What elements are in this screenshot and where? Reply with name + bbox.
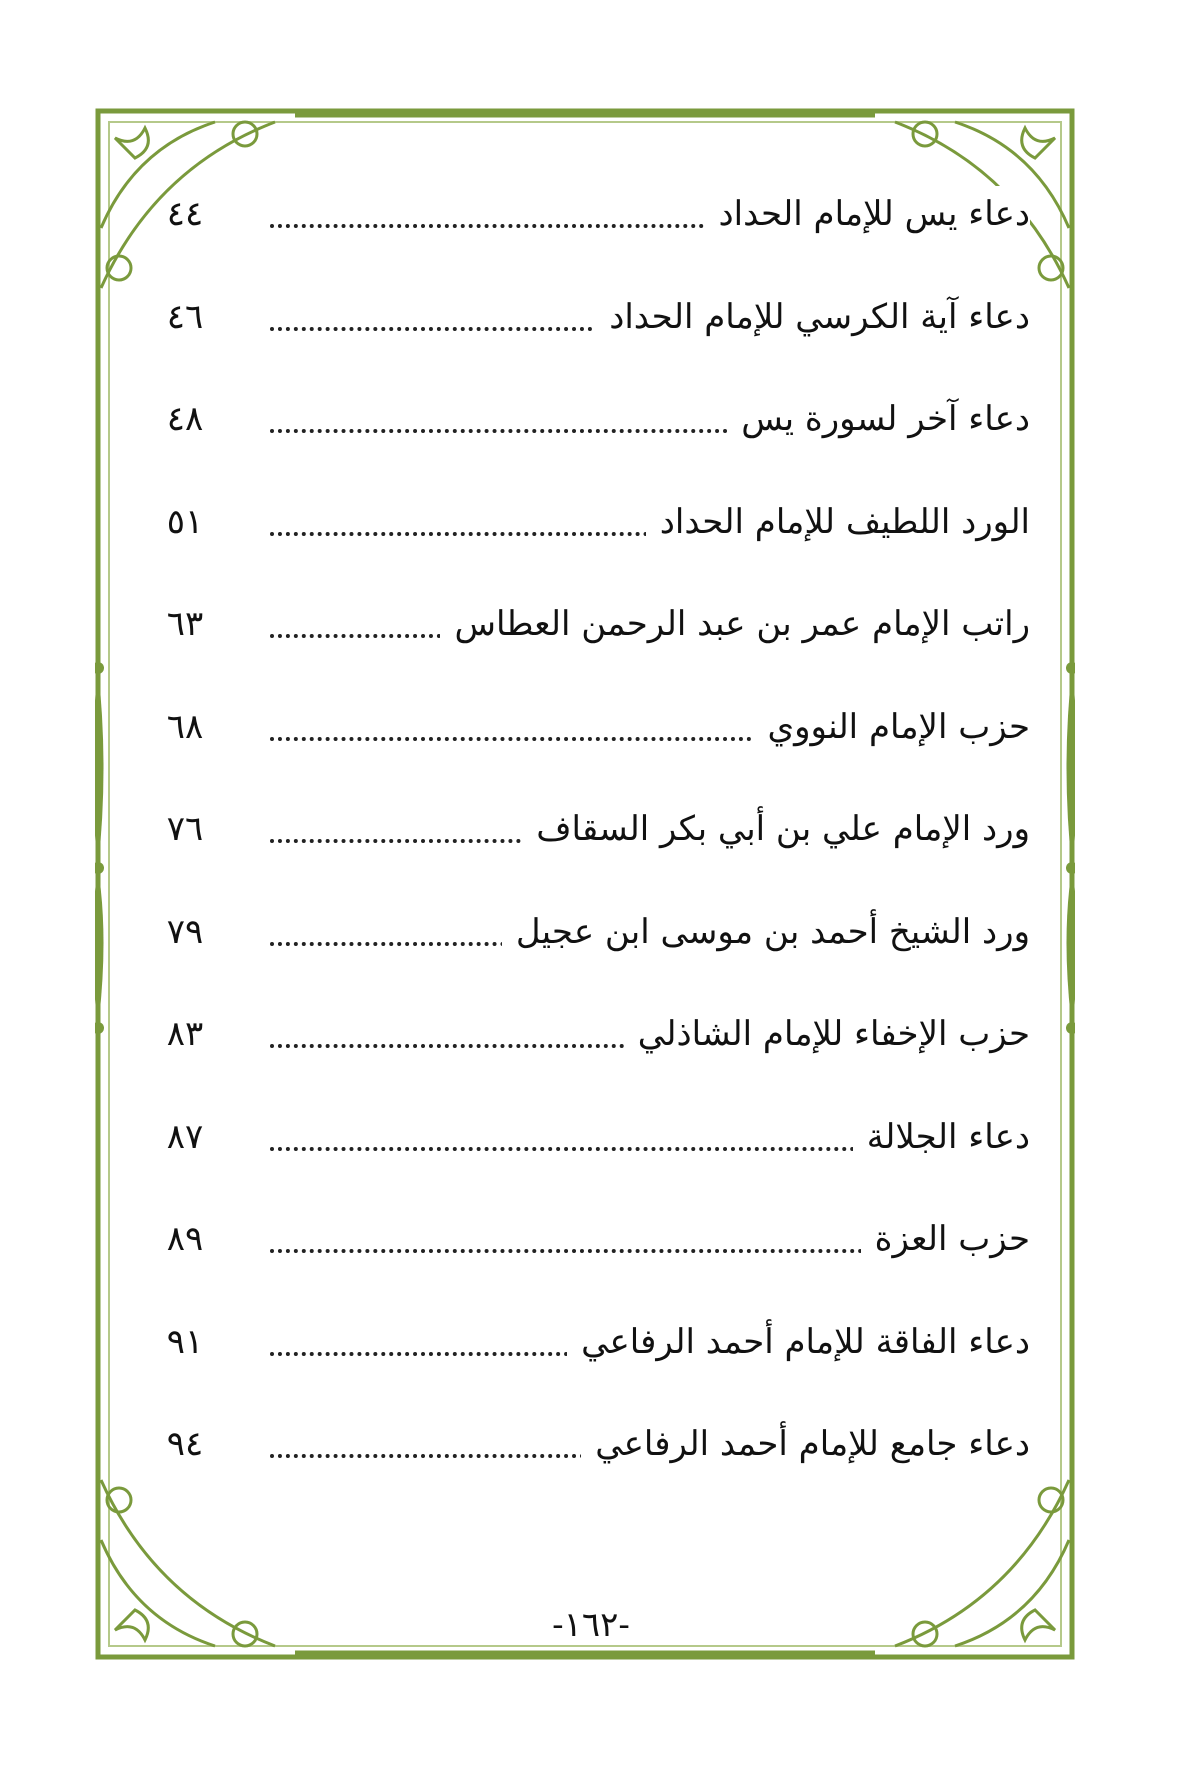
toc-entry[interactable] (150, 596, 1030, 699)
toc-entry-page: ٤٦ (166, 296, 204, 337)
toc-entry-page: ٤٨ (166, 399, 204, 439)
toc-entry[interactable] (150, 904, 1030, 1007)
toc-entry-title: دعاء آخر لسورة يس (741, 399, 1030, 439)
toc-entry-title: راتب الإمام عمر بن عبد الرحمن العطاس (454, 604, 1030, 644)
toc-entry[interactable] (150, 801, 1030, 904)
page-number: -١٦٢- (552, 1605, 630, 1645)
toc-entry-page: ٨٣ (166, 1014, 204, 1054)
toc-entry-page: ٨٧ (166, 1116, 204, 1157)
toc-entry-title: دعاء جامع للإمام أحمد الرفاعي (595, 1424, 1030, 1464)
toc-entry[interactable] (150, 289, 1030, 392)
toc-entry-page: ٦٣ (166, 604, 204, 644)
toc-entry[interactable] (150, 1006, 1030, 1109)
toc-entry[interactable] (150, 494, 1030, 597)
toc-entry-page: ٧٦ (166, 809, 204, 849)
toc-entry-title: دعاء آية الكرسي للإمام الحداد (609, 296, 1030, 337)
toc-entry-title: حزب العزة (874, 1219, 1030, 1259)
toc-entry-page: ٦٨ (166, 706, 204, 747)
toc-entry-title: ورد الإمام علي بن أبي بكر السقاف (536, 809, 1030, 849)
table-of-contents (150, 186, 1030, 1519)
toc-entry-page: ٩٤ (166, 1424, 204, 1464)
toc-entry-title: دعاء الفاقة للإمام أحمد الرفاعي (581, 1321, 1030, 1362)
toc-entry-title: حزب الإمام النووي (767, 706, 1030, 747)
toc-entry[interactable] (150, 1314, 1030, 1417)
toc-entry-page: ٧٩ (166, 911, 204, 952)
toc-entry-title: الورد اللطيف للإمام الحداد (659, 501, 1030, 542)
toc-entry[interactable] (150, 186, 1030, 289)
toc-entry-page: ٤٤ (166, 194, 204, 234)
toc-entry-page: ٥١ (166, 501, 204, 542)
toc-entry[interactable] (150, 1211, 1030, 1314)
toc-entry-page: ٨٩ (166, 1219, 204, 1259)
toc-entry[interactable] (150, 1109, 1030, 1212)
toc-entry-title: دعاء يس للإمام الحداد (718, 194, 1030, 234)
toc-entry-page: ٩١ (166, 1321, 204, 1362)
toc-entry-title: ورد الشيخ أحمد بن موسى ابن عجيل (515, 911, 1030, 952)
toc-entry-title: حزب الإخفاء للإمام الشاذلي (637, 1014, 1030, 1054)
toc-entry[interactable] (150, 699, 1030, 802)
toc-entry-title: دعاء الجلالة (866, 1116, 1030, 1157)
toc-entry[interactable] (150, 391, 1030, 494)
toc-entry[interactable] (150, 1416, 1030, 1519)
